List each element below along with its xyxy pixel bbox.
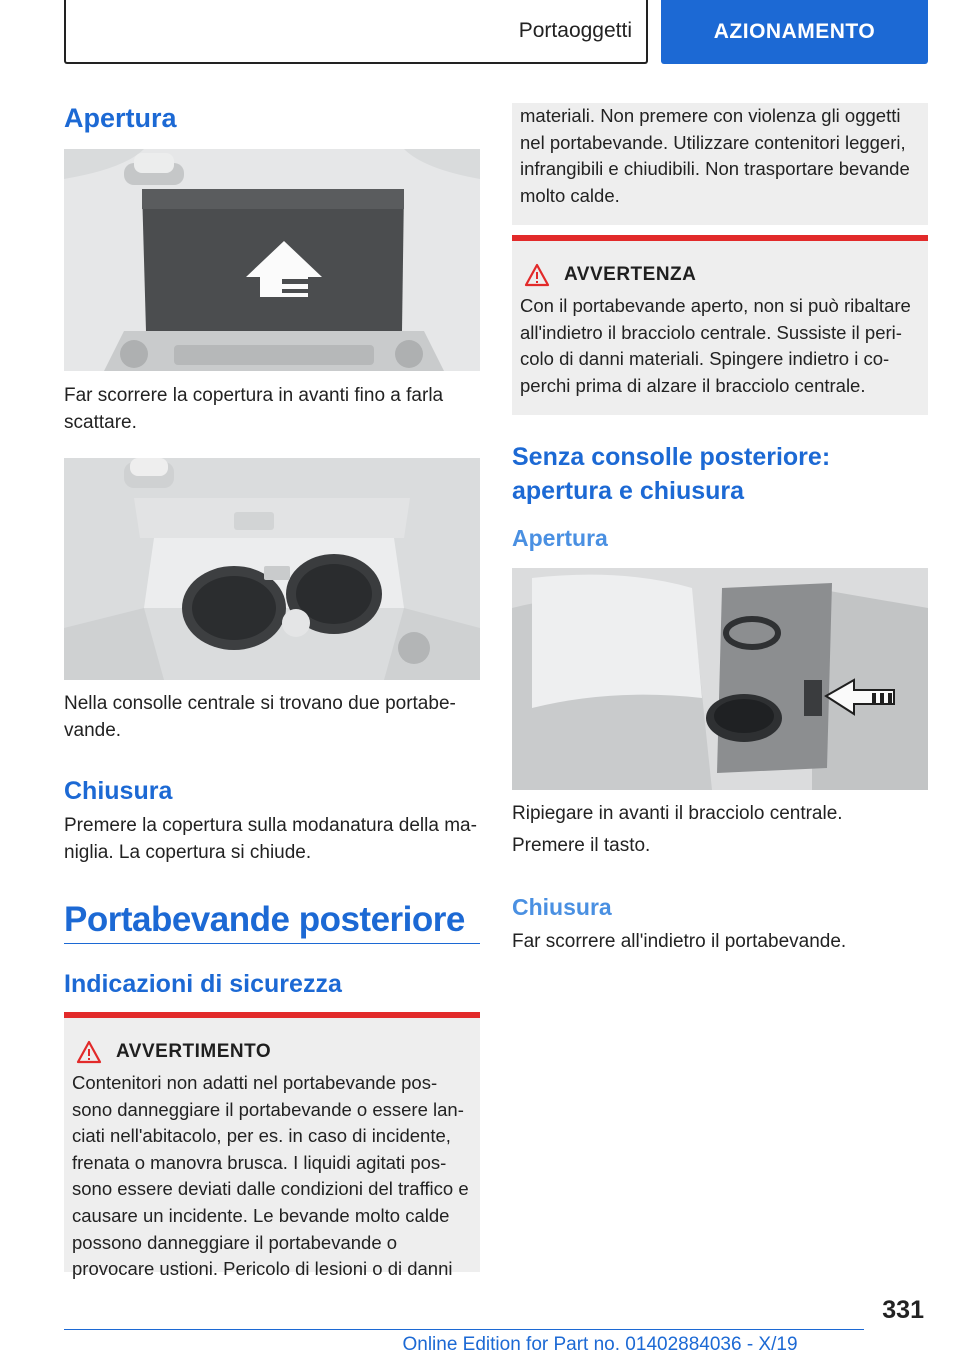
opening-caption: Far scorrere la copertura in avanti fino a farla scattare. <box>64 385 444 433</box>
step1-text: Ripiegare in avanti il bracciolo centrale. <box>512 803 843 824</box>
section-tab <box>64 0 648 64</box>
opening-heading: Apertura <box>64 103 177 133</box>
warning2-title: AVVERTENZA <box>564 264 697 285</box>
armrest-cupholder-figure <box>512 568 928 790</box>
console-cover-figure <box>64 149 480 371</box>
chapter-tab <box>661 0 928 64</box>
warning2-box <box>512 235 928 415</box>
safety-heading: Indicazioni di sicurezza <box>64 970 342 998</box>
warning-header <box>72 1040 472 1064</box>
warning2-text: Con il portabevande aperto, non si può ribaltare all'indietro il bracciolo centrale. Sussiste il peri-colo di danni materiali. Spingere indietro i co-perchi prima di alzare il bracciolo centrale. <box>520 295 911 396</box>
cupholders-illustration <box>64 458 480 680</box>
cupholders-caption: Nella consolle centrale si trovano due portabe-vande. <box>64 693 456 741</box>
right-opening-heading: Apertura <box>512 525 608 551</box>
edition-footer: Online Edition for Part no. 01402884036 - X/19 <box>402 1334 798 1355</box>
footer-rule <box>64 1329 864 1330</box>
closing-heading: Chiusura <box>64 777 173 805</box>
warning-triangle-icon <box>76 1040 102 1064</box>
step2-text: Premere il tasto. <box>512 835 651 856</box>
warning-box <box>64 1012 480 1280</box>
right-closing-text: Far scorrere all'indietro il portabevande. <box>512 931 847 952</box>
warning-title: AVVERTIMENTO <box>116 1041 272 1062</box>
warning-triangle-icon <box>524 263 550 287</box>
console-cover-illustration <box>64 149 480 371</box>
page-header <box>64 0 928 66</box>
chapter-label: AZIONAMENTO <box>713 20 876 43</box>
cupholders-figure <box>64 458 480 680</box>
warning2-header <box>520 263 920 287</box>
warning-continuation-box <box>512 103 928 225</box>
page-number: 331 <box>882 1296 924 1324</box>
armrest-cupholder-illustration <box>512 568 928 790</box>
section-label: Portaoggetti <box>518 19 632 42</box>
section-rule <box>64 943 480 944</box>
warning-continuation-text: materiali. Non premere con violenza gli oggetti nel portabevande. Utilizzare contenitori leggeri, infrangibili e chiudibili. Non trasportare bevande molto calde. <box>520 105 910 206</box>
right-closing-heading: Chiusura <box>512 894 612 920</box>
section-title: Portabevande posteriore <box>64 900 465 939</box>
no-console-heading: Senza consolle posteriore: apertura e chiusura <box>512 443 831 505</box>
closing-text: Premere la copertura sulla modanatura della ma-niglia. La copertura si chiude. <box>64 815 477 863</box>
warning-text: Contenitori non adatti nel portabevande pos-sono danneggiare il portabevande o essere lan-ciati nell'abitacolo, per es. in caso di incidente, frenata o manovra brusca. I liquidi agitati pos-sono essere deviati dalle condizioni del traffico e causare un incidente. Le bevande molto calde possono danneggiare il portabevande o provocare ustioni. Pericolo di lesioni o di danni <box>72 1072 469 1280</box>
